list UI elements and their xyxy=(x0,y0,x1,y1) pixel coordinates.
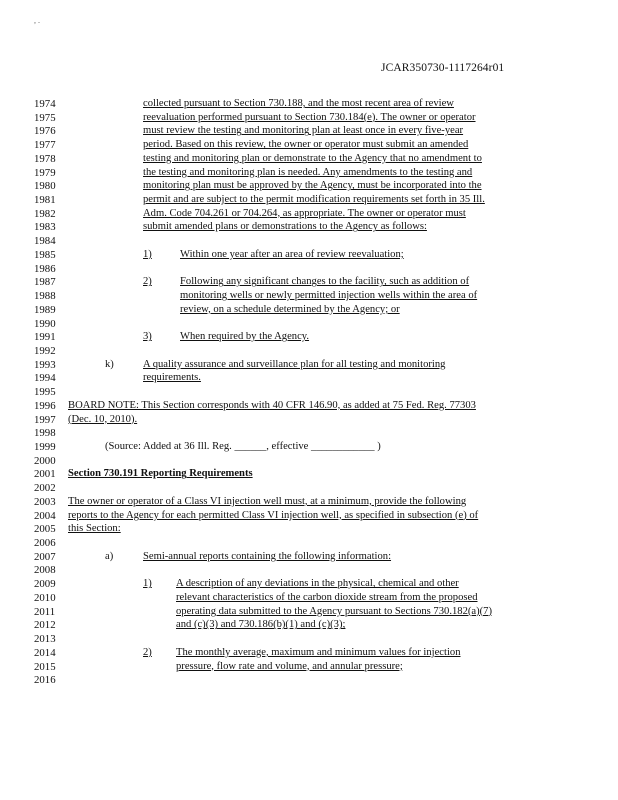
line-number: 2006 xyxy=(34,537,56,550)
line-number: 1990 xyxy=(34,317,56,330)
line-number: 1977 xyxy=(34,139,56,152)
item-label: 3) xyxy=(143,331,152,343)
line-text: submit amended plans or demonstrations to the Agency as follows: xyxy=(143,221,427,233)
line-text: Following any significant changes to the facility, such as addition of xyxy=(180,276,470,288)
line-number: 1983 xyxy=(34,221,56,234)
line-number: 1984 xyxy=(34,235,56,248)
line-text: Semi-annual reports containing the following information: xyxy=(143,550,392,562)
line-number: 1978 xyxy=(34,152,56,165)
line-text: operating data submitted to the Agency pursuant to Sections 730.182(a)(7) xyxy=(176,605,492,617)
line-number: 2012 xyxy=(34,619,56,632)
line-number: 2010 xyxy=(34,591,56,604)
line-number: 2007 xyxy=(34,550,56,563)
line-text: The monthly average, maximum and minimum values for injection xyxy=(176,646,461,658)
line-text: (Source: Added at 36 Ill. Reg. ______, effective ____________ ) xyxy=(105,441,381,452)
line-text: monitoring wells or newly permitted injection wells within the area of xyxy=(180,290,478,302)
line-text: The owner or operator of a Class VI injection well must, at a minimum, provide the following xyxy=(68,495,467,507)
line-number: 1975 xyxy=(34,111,56,124)
item-label: 2) xyxy=(143,276,152,288)
line-number: 2004 xyxy=(34,509,56,522)
line-number: 1987 xyxy=(34,276,56,289)
line-number: 1998 xyxy=(34,427,56,440)
line-number: 2001 xyxy=(34,468,56,481)
line-number: 2011 xyxy=(34,605,56,618)
line-number: 1997 xyxy=(34,413,56,426)
line-text: relevant characteristics of the carbon dioxide stream from the proposed xyxy=(176,591,478,603)
line-text: When required by the Agency. xyxy=(180,331,310,343)
line-text: review, on a schedule determined by the Agency; or xyxy=(180,303,400,315)
line-text: must review the testing and monitoring plan at least once in every five-year xyxy=(143,125,464,137)
line-text: A description of any deviations in the physical, chemical and other xyxy=(176,578,459,590)
line-text: and (c)(3) and 730.186(b)(1) and (c)(3); xyxy=(176,619,346,631)
item-label: 1) xyxy=(143,248,152,260)
line-number: 1982 xyxy=(34,207,56,220)
line-number: 2000 xyxy=(34,454,56,467)
line-text: reports to the Agency for each permitted Class VI injection well, as specified in subsection (e) of xyxy=(68,509,479,521)
line-number: 1974 xyxy=(34,98,56,110)
line-text: (Dec. 10, 2010). xyxy=(68,413,138,425)
line-number: 1995 xyxy=(34,386,56,399)
line-number: 1999 xyxy=(34,441,56,453)
section-heading: Section 730.191 Reporting Requirements xyxy=(68,468,253,480)
line-number: 1979 xyxy=(34,166,56,179)
document-id: JCAR350730-1117264r01 xyxy=(381,62,505,74)
line-number: 1996 xyxy=(34,399,56,412)
line-number: 1993 xyxy=(34,358,56,371)
item-label: 2) xyxy=(143,646,152,658)
line-text: this Section: xyxy=(68,523,121,535)
line-text: permit and are subject to the permit modification requirements set forth in 35 Ill. xyxy=(143,194,485,206)
line-number: 2008 xyxy=(34,564,56,577)
line-number: 2009 xyxy=(34,578,56,591)
line-number: 1994 xyxy=(34,372,56,385)
corner-mark: , . xyxy=(34,16,40,25)
item-label: k) xyxy=(105,358,114,370)
line-number: 2013 xyxy=(34,633,56,646)
line-text: Adm. Code 704.261 or 704.264, as appropriate. The owner or operator must xyxy=(143,207,466,219)
line-number: 2015 xyxy=(34,660,56,673)
line-number: 1981 xyxy=(34,194,56,207)
line-text: pressure, flow rate and volume, and annular pressure; xyxy=(176,660,403,672)
line-text: BOARD NOTE: This Section corresponds with 40 CFR 146.90, as added at 75 Fed. Reg. 77303 xyxy=(68,399,476,411)
line-number: 1988 xyxy=(34,290,56,303)
line-text: Within one year after an area of review reevaluation; xyxy=(180,248,404,260)
item-label: a) xyxy=(105,550,114,562)
line-text: collected pursuant to Section 730.188, and the most recent area of review xyxy=(143,98,454,109)
line-number: 1985 xyxy=(34,248,56,261)
line-text: testing and monitoring plan or demonstrate to the Agency that no amendment to xyxy=(143,152,482,164)
line-number: 1980 xyxy=(34,180,56,193)
line-number: 1989 xyxy=(34,303,56,316)
line-text: requirements. xyxy=(143,372,201,384)
line-text: period. Based on this review, the owner or operator must submit an amended xyxy=(143,139,469,151)
line-number: 2014 xyxy=(34,646,56,659)
line-number: 1992 xyxy=(34,344,56,357)
line-number: 1976 xyxy=(34,125,56,138)
line-text: A quality assurance and surveillance plan for all testing and monitoring xyxy=(143,358,446,370)
line-text: the testing and monitoring plan is needed. Any amendments to the testing and xyxy=(143,166,473,178)
line-text: monitoring plan must be approved by the Agency, must be incorporated into the xyxy=(143,180,482,192)
line-number: 2005 xyxy=(34,523,56,536)
line-number: 2003 xyxy=(34,495,56,508)
line-number: 1986 xyxy=(34,262,56,275)
line-text: reevaluation performed pursuant to Section 730.184(e). The owner or operator xyxy=(143,111,476,123)
item-label: 1) xyxy=(143,578,152,590)
line-number: 2016 xyxy=(34,674,56,687)
line-number: 2002 xyxy=(34,482,56,495)
line-number: 1991 xyxy=(34,331,56,344)
